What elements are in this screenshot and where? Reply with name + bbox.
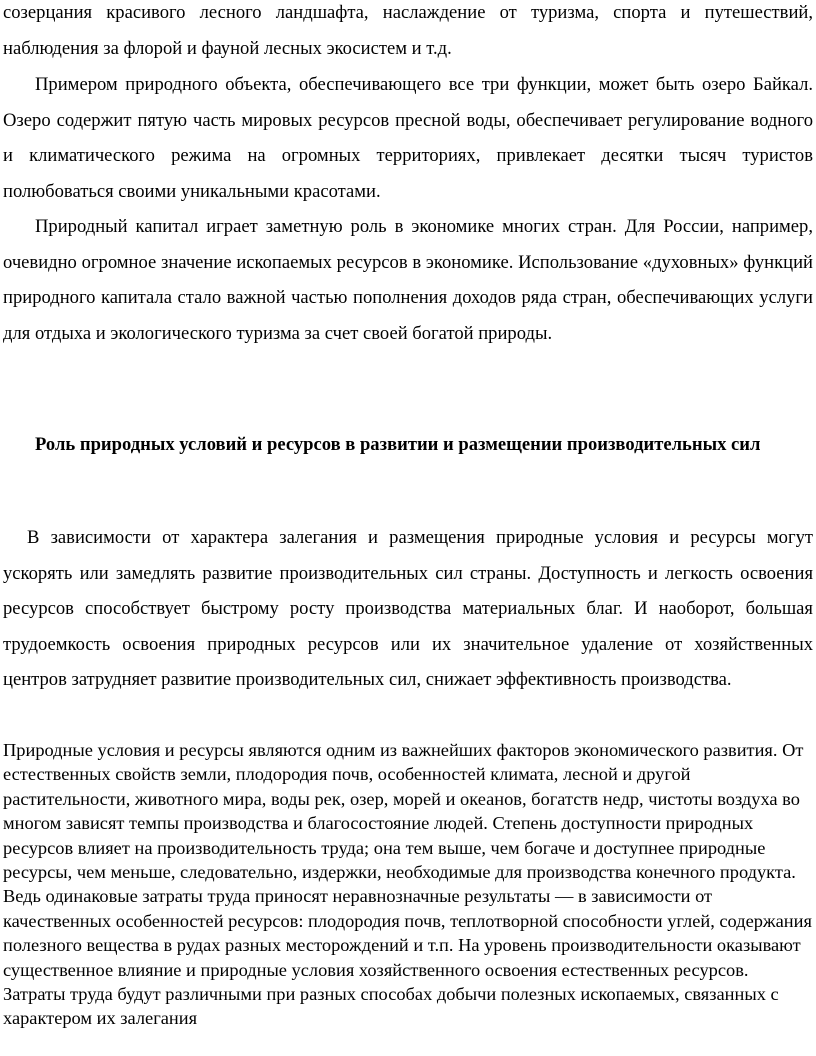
paragraph-resource-accessibility: В зависимости от характера залегания и размещения природные условия и ресурсы могут ускорять или замедлять развитие производительных сил страны. Доступность и легкость освоения ресурсов способствует быстрому росту производства материальных благ. И наоборот, большая трудоемкость освоения природных ресурсов или их значительное удаление от хозяйственных центров затрудняет развитие производительных сил, снижает эффективность производства. <box>3 527 813 690</box>
paragraph-natural-capital: Природный капитал играет заметную роль в экономике многих стран. Для России, например, очевидно огромное значение ископаемых ресурсов в экономике. Использование «духовных» функций природного капитала стало важной частью пополнения доходов ряда стран, обеспечивающих услуги для отдыха и экологического туризма за счет своей богатой природы. <box>3 216 813 344</box>
section-heading: Роль природных условий и ресурсов в развитии и размещении производительных сил <box>35 434 761 455</box>
paragraph-continuation: созерцания красивого лесного ландшафта, наслаждение от туризма, спорта и путешествий, наблюдения за флорой и фауной лесных экосистем и т.д. <box>3 2 813 59</box>
paragraph-economic-development: Природные условия и ресурсы являются одним из важнейших факторов экономического развития. От естественных свойств земли, плодородия почв, особенностей климата, лесной и другой растительности, животного мира, воды рек, озер, морей и океанов, богатств недр, чистоты воздуха во многом зависят темпы производства и благосостояние людей. Степень доступности природных ресурсов влияет на производительность труда; она тем выше, чем богаче и доступнее природные ресурсы, чем меньше, следовательно, издержки, необходимые для производства конечного продукта. Ведь одинаковые затраты труда приносят неравнозначные результаты — в зависимости от качественных особенностей ресурсов: плодородия почв, теплотворной способности углей, содержания полезного вещества в рудах разных месторождений и т.п. На уровень производительности оказывают существенное влияние и природные условия хозяйственного освоения естественных ресурсов. Затраты труда будут различными при разных способах добычи полезных ископаемых, связанных с характером их залегания <box>3 740 812 1029</box>
paragraph-baikal-example: Примером природного объекта, обеспечивающего все три функции, может быть озеро Байкал. Озеро содержит пятую часть мировых ресурсов пресной воды, обеспечивает регулирование водного и климатического режима на огромных территориях, привлекает десятки тысяч туристов полюбоваться своими уникальными красотами. <box>3 74 813 202</box>
